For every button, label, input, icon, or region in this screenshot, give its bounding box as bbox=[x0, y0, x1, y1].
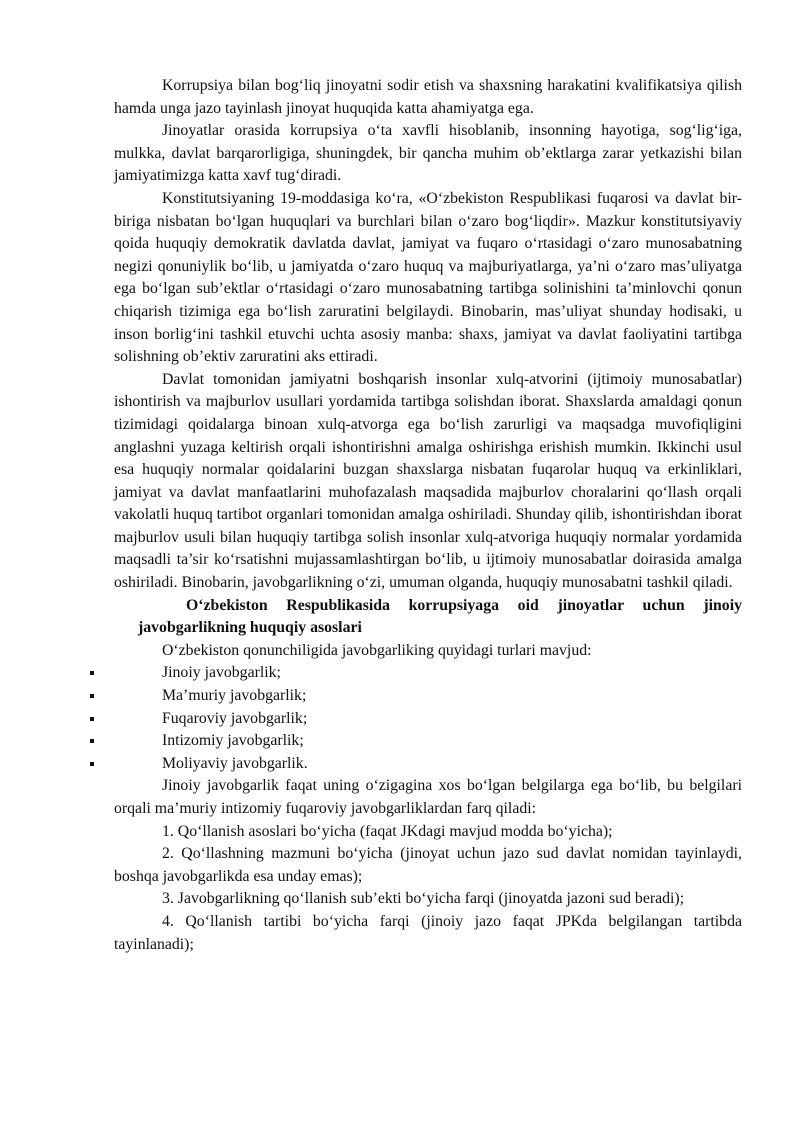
paragraph: Jinoiy javobgarlik faqat uning o‘zigagina xos bo‘lgan belgilarga ega bo‘lib, bu belgilari orqali ma’muriy intizomiy fuqaroviy javobgarliklardan farq qiladi: bbox=[114, 777, 742, 817]
numbered-point: 2. Qo‘llashning mazmuni bo‘yicha (jinoyat uchun jazo sud davlat nomidan tayinlaydi, boshqa javobgarlikda esa unday emas); bbox=[114, 845, 742, 885]
bullet-icon bbox=[90, 671, 94, 675]
section-heading: O‘zbekiston Respublikasida korrupsiyaga oid jinoyatlar uchun jinoiy javobgarlikning huquqiy asoslari bbox=[138, 596, 742, 637]
numbered-point: 3. Javobgarlikning qo‘llanish sub’ekti bo‘yicha farqi (jinoyatda jazoni sud beradi); bbox=[162, 890, 685, 908]
list-item bbox=[114, 730, 742, 753]
list-item-text: Moliyaviy javobgarlik. bbox=[162, 754, 308, 772]
paragraph: Davlat tomonidan jamiyatni boshqarish insonlar xulq-atvorini (ijtimoiy munosabatlar) ishontirish va majburlov usullari yordamida tartibga solishdan iborat. Shaxslarda amaldagi qonun tizimidagi qoidalarga binoan xulq-atvorga ega bo‘lish zarurligi va maqsadga muvofiqligini anglashni yuzaga keltirish orqali ishontirishni amalga oshirishga erishish mumkin. Ikkinchi usul esa huquqiy normalar qoidalarini buzgan shaxslarga nisbatan fuqarolar huquq va erkinliklari, jamiyat va davlat manfaatlarini muhofazalash maqsadida majburlov choralarini qo‘llash orqali vakolatli huquq tartibot organlari tomonidan amalga oshiriladi. Shunday qilib, ishontirishdan iborat majburlov usuli bilan huquqiy tartibga solish insonlar xulq-atvoriga huquqiy normalar yordamida maqsadli ta’sir ko‘rsatishni mujassamlashtirgan bo‘lib, u ijtimoiy munosabatlar doirasida amalga oshiriladi. Binobarin, javobgarlikning o‘zi, umuman olganda, huquqiy munosabatni tashkil qiladi. bbox=[114, 370, 742, 592]
numbered-point: 1. Qo‘llanish asoslari bo‘yicha (faqat JKdagi mavjud modda bo‘yicha); bbox=[162, 822, 613, 840]
list-item-text: Intizomiy javobgarlik; bbox=[162, 732, 304, 750]
paragraph: Jinoyatlar orasida korrupsiya o‘ta xavfli hisoblanib, insonning hayotiga, sog‘lig‘iga, mulkka, davlat barqarorligiga, shuningdek, bir qancha muhim ob’ektlarga zarar yetkazishi bilan jamiyatimizga katta xavf tug‘diradi. bbox=[114, 122, 742, 185]
list-item bbox=[114, 708, 742, 731]
list-item-text: Ma’muriy javobgarlik; bbox=[162, 687, 307, 705]
list-item-text: Fuqaroviy javobgarlik; bbox=[162, 709, 308, 727]
bullet-icon bbox=[90, 762, 94, 766]
liability-list bbox=[114, 662, 742, 775]
paragraph: Korrupsiya bilan bog‘liq jinoyatni sodir etish va shaxsning harakatini kvalifikatsiya qilish hamda unga jazo tayinlash jinoyat huquqida katta ahamiyatga ega. bbox=[114, 77, 742, 117]
list-item bbox=[114, 662, 742, 685]
numbered-point: 4. Qo‘llanish tartibi bo‘yicha farqi (jinoiy jazo faqat JPKda belgilangan tartibda tayinlanadi); bbox=[114, 912, 742, 953]
paragraph: Konstitutsiyaning 19-moddasiga ko‘ra, «O‘zbekiston Respublikasi fuqarosi va davlat bir-biriga nisbatan bo‘lgan huquqlari va burchlari bilan o‘zaro bog‘liqdir». Mazkur konstitutsiyaviy qoida huquqiy demokratik davlatda davlat, jamiyat va fuqaro o‘rtasidagi o‘zaro munosabatning negizi qonuniylik bo‘lib, u jamiyatda o‘zaro huquq va majburiyatlarga, ya’ni o‘zaro mas’uliyatga ega bo‘lgan sub’ektlar o‘rtasidagi o‘zaro munosabatning tartibga solinishini ta’minlovchi qonun chiqarish tizimiga ega bo‘lish zaruratini belgilaydi. Binobarin, mas’uliyat shunday hodisaki, u inson borlig‘ini tashkil etuvchi uchta asosiy manba: shaxs, jamiyat va davlat faoliyatini tartibga solishning ob’ektiv zaruratini aks ettiradi. bbox=[114, 189, 742, 366]
bullet-icon bbox=[90, 717, 94, 721]
document-page bbox=[114, 75, 742, 956]
list-intro: O‘zbekiston qonunchiligida javobgarliking quyidagi turlari mavjud: bbox=[162, 641, 592, 659]
list-item bbox=[114, 685, 742, 708]
bullet-icon bbox=[90, 739, 94, 743]
bullet-icon bbox=[90, 694, 94, 698]
list-item-text: Jinoiy javobgarlik; bbox=[162, 664, 281, 682]
list-item bbox=[114, 753, 742, 776]
